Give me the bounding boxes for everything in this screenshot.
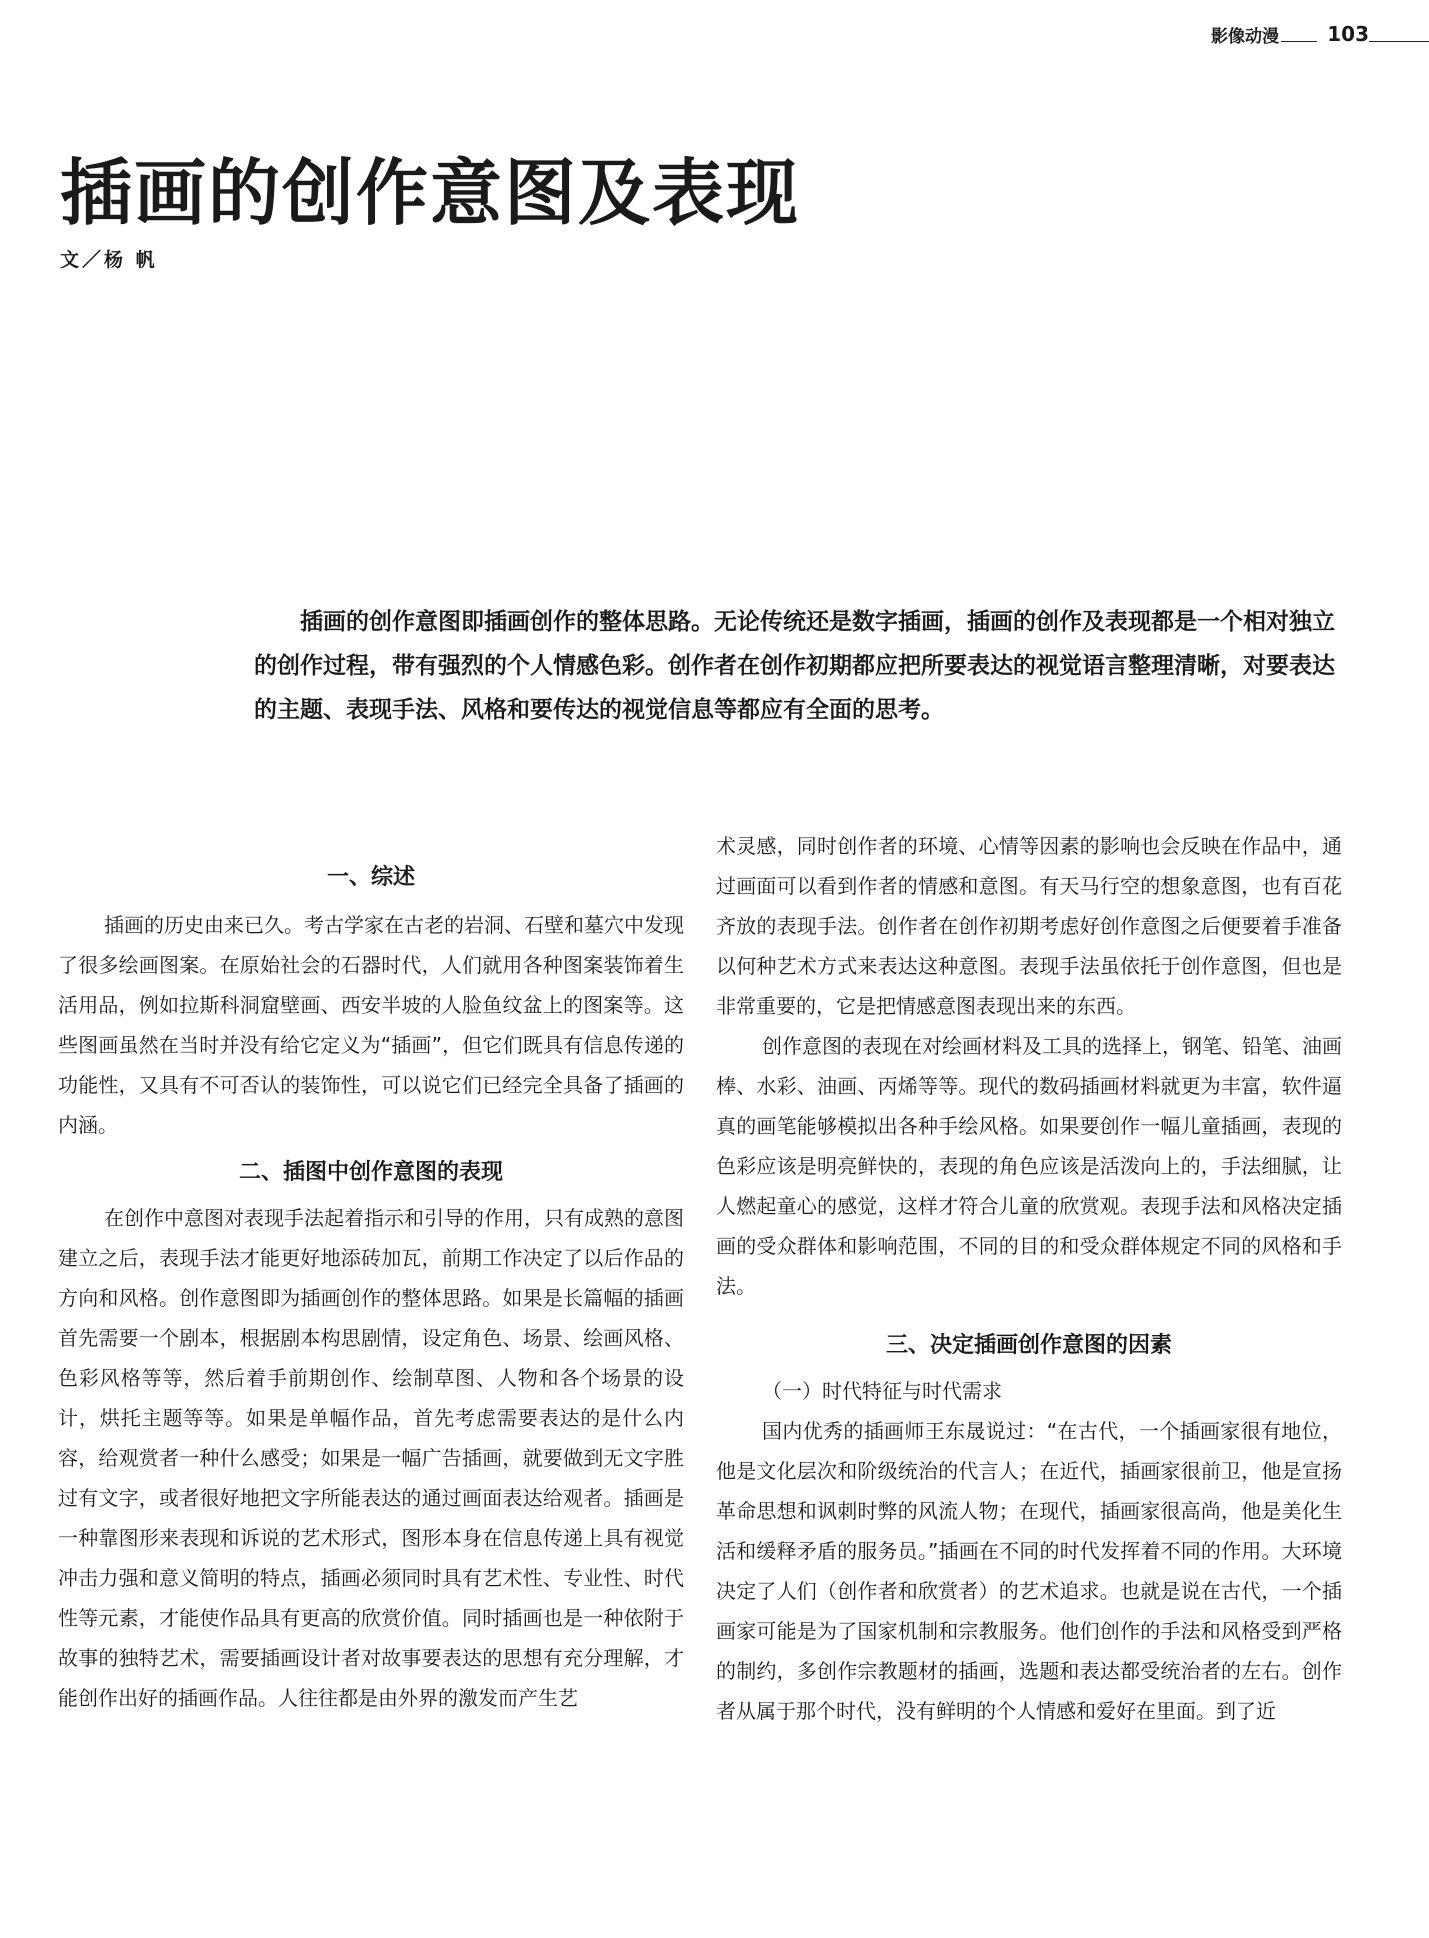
section-heading-intent: 二、插图中创作意图的表现	[238, 1160, 503, 1185]
page-number: 103	[1327, 22, 1369, 46]
right-column	[716, 826, 1342, 1731]
paragraph: 术灵感，同时创作者的环境、心情等因素的影响也会反映在作品中，通过画面可以看到作者的情感和意图。有天马行空的想象意图，也有百花齐放的表现手法。创作者在创作初期考虑好创作意图之后便要着手准备以何种艺术方式来表达这种意图。表现手法虽依托于创作意图，但也是非常重要的，它是把情感意图表现出来的东西。	[716, 834, 1342, 1018]
section-heading-overview: 一、综述	[326, 865, 415, 890]
section-heading-factors: 三、决定插画创作意图的因素	[885, 1333, 1172, 1358]
header-rule	[1281, 41, 1317, 42]
paragraph: 创作意图的表现在对绘画材料及工具的选择上，钢笔、铅笔、油画棒、水彩、油画、丙烯等等。现代的数码插画材料就更为丰富，软件逼真的画笔能够模拟出各种手绘风格。如果要创作一幅儿童插画，表现的色彩应该是明亮鲜快的，表现的角色应该是活泼向上的，手法细腻，让人燃起童心的感觉，这样才符合儿童的欣赏观。表现手法和风格决定插画的受众群体和影响范围，不同的目的和受众群体规定不同的风格和手法。	[716, 1034, 1342, 1298]
journal-section: 影像动漫	[1211, 27, 1279, 47]
article-author: 文／杨 帆	[60, 249, 158, 271]
article-abstract: 插画的创作意图即插画创作的整体思路。无论传统还是数字插画，插画的创作及表现都是一个相对独立的创作过程，带有强烈的个人情感色彩。创作者在创作初期都应把所要表达的视觉语言整理清晰，对要表达的主题、表现手法、风格和要传达的视觉信息等都应有全面的思考。	[254, 609, 1335, 723]
running-header	[1129, 20, 1429, 50]
subsection-heading: （一）时代特征与时代需求	[762, 1379, 1002, 1403]
paragraph: 在创作中意图对表现手法起着指示和引导的作用，只有成熟的意图建立之后，表现手法才能更好地添砖加瓦，前期工作决定了以后作品的方向和风格。创作意图即为插画创作的整体思路。如果是长篇幅的插画首先需要一个剧本，根据剧本构思剧情，设定角色、场景、绘画风格、色彩风格等等，然后着手前期创作、绘制草图、人物和各个场景的设计，烘托主题等等。如果是单幅作品，首先考虑需要表达的是什么内容，给观赏者一种什么感受；如果是一幅广告插画，就要做到无文字胜过有文字，或者很好地把文字所能表达的通过画面表达给观者。插画是一种靠图形来表现和诉说的艺术形式，图形本身在信息传递上具有视觉冲击力强和意义简明的特点，插画必须同时具有艺术性、专业性、时代性等元素，才能使作品具有更高的欣赏价值。同时插画也是一种依附于故事的独特艺术，需要插画设计者对故事要表达的思想有充分理解，才能创作出好的插画作品。人往往都是由外界的激发而产生艺	[58, 1206, 684, 1710]
article-title: 插画的创作意图及表现	[60, 150, 801, 235]
left-column	[58, 860, 684, 1718]
paragraph: 插画的历史由来已久。考古学家在古老的岩洞、石壁和墓穴中发现了很多绘画图案。在原始社会的石器时代，人们就用各种图案装饰着生活用品，例如拉斯科洞窟壁画、西安半坡的人脸鱼纹盆上的图案等。这些图画虽然在当时并没有给它定义为“插画”，但它们既具有信息传递的功能性，又具有不可否认的装饰性，可以说它们已经完全具备了插画的内涵。	[58, 913, 684, 1137]
header-rule-right	[1369, 41, 1429, 42]
paragraph: 国内优秀的插画师王东晟说过：“在古代，一个插画家很有地位，他是文化层次和阶级统治的代言人；在近代，插画家很前卫，他是宣扬革命思想和讽刺时弊的风流人物；在现代，插画家很高尚，他是美化生活和缓释矛盾的服务员。”插画在不同的时代发挥着不同的作用。大环境决定了人们（创作者和欣赏者）的艺术追求。也就是说在古代，一个插画家可能是为了国家机制和宗教服务。他们创作的手法和风格受到严格的制约，多创作宗教题材的插画，选题和表达都受统治者的左右。创作者从属于那个时代，没有鲜明的个人情感和爱好在里面。到了近	[716, 1419, 1342, 1723]
